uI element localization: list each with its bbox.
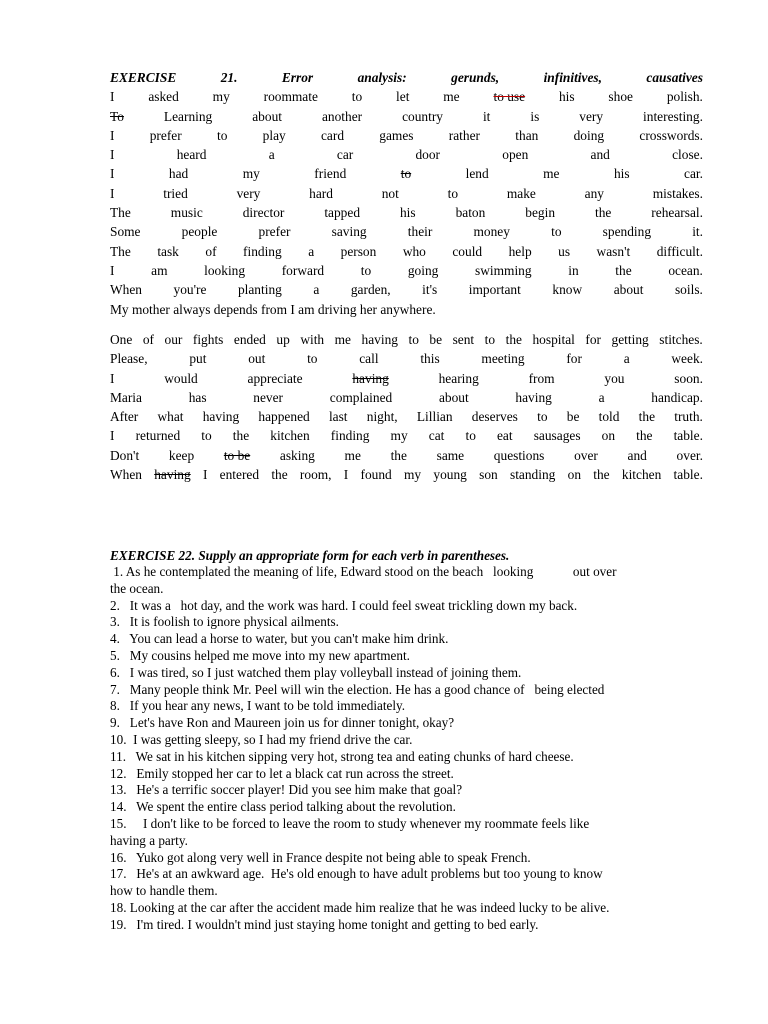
word: games [379, 127, 414, 143]
word: car. [684, 166, 703, 182]
word: to use [493, 89, 526, 105]
word: the [390, 447, 407, 463]
word: I [110, 89, 115, 105]
word: with [300, 332, 325, 347]
word: us [558, 243, 571, 259]
word: difficult. [656, 243, 703, 259]
word: my [390, 428, 408, 444]
word: of [205, 243, 217, 259]
word: Learning [163, 108, 213, 124]
word: I [110, 127, 115, 143]
word: truth. [674, 409, 703, 425]
word: call [359, 351, 379, 367]
word: friend [314, 166, 347, 182]
word: up [276, 332, 290, 347]
word: I [343, 467, 349, 483]
word: ended [233, 332, 266, 347]
word: Please, [110, 351, 148, 367]
word: the [271, 467, 288, 483]
exercise-item [110, 732, 710, 749]
exercise-item [110, 799, 710, 816]
word: I [110, 166, 115, 182]
word: it [482, 108, 491, 124]
word: to [465, 428, 476, 444]
exercise-21-part-2 [110, 330, 703, 484]
word: is [530, 108, 540, 124]
word: having [202, 409, 240, 425]
word: it. [692, 224, 703, 240]
word: prefer [149, 127, 182, 143]
word: what [157, 409, 184, 425]
word: finding [243, 243, 282, 259]
word: to [484, 332, 496, 347]
word: saving [331, 224, 367, 240]
exercise-item [110, 917, 710, 934]
word: Some [110, 224, 141, 240]
word: car [336, 147, 354, 163]
exercise-item [110, 782, 710, 799]
word: you [604, 370, 625, 386]
word: swimming [475, 262, 532, 278]
word: this [420, 351, 440, 367]
word: soon. [674, 370, 703, 386]
word: room, [299, 467, 332, 483]
word: questions [493, 447, 545, 463]
word: heard [176, 147, 207, 163]
item-line: 13. He's a terrific soccer player! Did you see him make that goal? [110, 782, 463, 798]
word: a [313, 282, 320, 298]
item-line: 10. I was getting sleepy, so I had my friend drive the car. [110, 731, 413, 747]
word: prefer [258, 224, 291, 240]
word: never [253, 389, 284, 405]
word: could [452, 243, 483, 259]
word: handicap. [651, 389, 703, 405]
word: over. [676, 447, 703, 463]
word: to [307, 351, 318, 367]
word: me [334, 332, 351, 347]
exercise-21-part-1 [110, 68, 703, 319]
word: planting [237, 282, 282, 298]
sentence-line [110, 87, 703, 106]
word: I [202, 467, 208, 483]
word: standing [509, 467, 556, 483]
word: fights [192, 332, 224, 347]
word: told [598, 409, 620, 425]
word: forward [281, 262, 325, 278]
word: am [151, 262, 168, 278]
word: The [110, 243, 131, 259]
word: hearing [438, 370, 479, 386]
word: important [468, 282, 521, 298]
word: money [473, 224, 510, 240]
word: person [340, 243, 377, 259]
word: finding [330, 428, 370, 444]
exercise-item [110, 614, 710, 631]
item-line: 17. He's at an awkward age. He's old enough to have adult problems but too young to know [110, 866, 603, 882]
word: my [404, 467, 422, 483]
word: entered [219, 467, 260, 483]
word: roommate [263, 89, 318, 105]
sentence-line [110, 203, 703, 222]
word: To [110, 108, 124, 124]
word: Lillian [416, 409, 453, 425]
word: cat [428, 428, 445, 444]
word: shoe [608, 89, 633, 105]
exercise-item [110, 816, 710, 850]
word: young [433, 467, 467, 483]
word: Error [281, 70, 314, 85]
word: a [623, 351, 630, 367]
exercise-item [110, 682, 710, 699]
word: to [360, 262, 372, 278]
word: me [443, 89, 460, 105]
word: meeting [481, 351, 525, 367]
exercise-item [110, 698, 710, 715]
word: the [638, 409, 656, 425]
exercise-item [110, 715, 710, 732]
word: director [242, 205, 285, 221]
item-line: 9. Let's have Ron and Maureen join us for dinner tonight, okay? [110, 715, 455, 731]
sentence-line [110, 388, 703, 407]
item-line: 16. Yuko got along very well in France despite not being able to speak French. [110, 849, 531, 865]
word: be [566, 409, 580, 425]
exercise-22-heading: EXERCISE 22. Supply an appropriate form for each verb in parentheses. [110, 548, 510, 563]
word: keep [168, 447, 195, 463]
sentence-line [110, 261, 703, 280]
word: who [402, 243, 426, 259]
word: last [328, 409, 348, 425]
word: complained [329, 389, 393, 405]
word: asked [148, 89, 179, 105]
word: about [438, 389, 469, 405]
exercise-item [110, 648, 710, 665]
word: put [189, 351, 207, 367]
word: card [320, 127, 345, 143]
word: sausages [533, 428, 581, 444]
word: begin [525, 205, 556, 221]
exercise-item [110, 665, 710, 682]
word: hospital [532, 332, 575, 347]
word: and [627, 447, 647, 463]
word: getting [611, 332, 649, 347]
word: analysis: [357, 70, 407, 85]
word: to [400, 166, 412, 182]
word: infinitives, [543, 70, 602, 85]
sentence-line [110, 330, 703, 349]
word: The [110, 205, 131, 221]
word: close. [672, 147, 703, 163]
word: week. [671, 351, 703, 367]
word: the [232, 428, 250, 444]
word: One [110, 332, 133, 347]
word: I [110, 147, 115, 163]
word: to [408, 332, 419, 347]
word: stitches. [659, 332, 703, 347]
word: to [216, 127, 228, 143]
word: my [212, 89, 230, 105]
word: night, [366, 409, 398, 425]
sentence-line [110, 126, 703, 145]
word: 21. [220, 70, 238, 85]
item-line: having a party. [110, 832, 188, 848]
word: gerunds, [451, 70, 500, 85]
word: lend [465, 166, 489, 182]
word: having [154, 467, 191, 483]
word: table. [673, 428, 703, 444]
exercise-item [110, 866, 710, 900]
sentence-line [110, 222, 703, 241]
word: having [361, 332, 398, 347]
sentence-line [110, 184, 703, 203]
word: soils. [674, 282, 703, 298]
sentence-line: My mother always depends from I am driving her anywhere. [110, 301, 436, 317]
word: very [579, 108, 604, 124]
word: After [110, 409, 139, 425]
exercise-item [110, 598, 710, 615]
word: son [479, 467, 498, 483]
word: out [248, 351, 266, 367]
item-line: 18. Looking at the car after the accident made him realize that he was indeed lucky to be alive. [110, 899, 610, 915]
exercise-item [110, 749, 710, 766]
word: wasn't [596, 243, 631, 259]
sentence-line [110, 242, 703, 261]
word: you're [173, 282, 207, 298]
word: know [552, 282, 583, 298]
word: be [429, 332, 443, 347]
item-line: 19. I'm tired. I wouldn't mind just staying home tonight and getting to bed early. [110, 916, 539, 932]
word: asking [279, 447, 315, 463]
word: doing [573, 127, 605, 143]
word: to be [223, 447, 251, 463]
word: crosswords. [639, 127, 703, 143]
word: to [447, 185, 459, 201]
word: the [594, 205, 612, 221]
word: would [164, 370, 198, 386]
word: polish. [666, 89, 703, 105]
word: people [181, 224, 218, 240]
sentence-line [110, 145, 703, 164]
item-line: 11. We sat in his kitchen sipping very hot, strong tea and eating chunks of hard cheese. [110, 748, 574, 764]
word: on [601, 428, 616, 444]
item-line: 15. I don't like to be forced to leave the room to study whenever my roommate feels like [110, 815, 590, 831]
word: I [110, 262, 115, 278]
word: the [636, 428, 653, 444]
word: very [236, 185, 261, 201]
word: ocean. [668, 262, 703, 278]
item-line: 3. It is foolish to ignore physical ailments. [110, 614, 339, 630]
word: eat [496, 428, 513, 444]
word: any [584, 185, 604, 201]
word: looking [204, 262, 246, 278]
word: not [381, 185, 399, 201]
word: on [567, 467, 582, 483]
word: returned [135, 428, 181, 444]
word: I [110, 185, 115, 201]
word: going [407, 262, 439, 278]
word: his [558, 89, 575, 105]
word: appreciate [247, 370, 303, 386]
word: about [613, 282, 644, 298]
word: found [360, 467, 392, 483]
exercise-item [110, 631, 710, 648]
word: has [188, 389, 207, 405]
word: Maria [110, 389, 142, 405]
word: it's [422, 282, 438, 298]
exercise-21-heading [110, 68, 703, 87]
word: I [110, 428, 115, 444]
word: had [168, 166, 189, 182]
word: kitchen [270, 428, 310, 444]
exercise-item [110, 850, 710, 867]
word: play [262, 127, 286, 143]
word: the [615, 262, 632, 278]
word: and [590, 147, 610, 163]
exercise-item [110, 766, 710, 783]
word: country [402, 108, 443, 124]
word: having [515, 389, 552, 405]
word: Don't [110, 447, 140, 463]
item-line: 5. My cousins helped me move into my new apartment. [110, 647, 410, 663]
sentence-line [110, 426, 703, 445]
word: to [537, 409, 548, 425]
item-line: the ocean. [110, 580, 164, 596]
item-line: 1. As he contemplated the meaning of life, Edward stood on the beach looking out over [110, 564, 617, 579]
word: happened [258, 409, 310, 425]
word: the [505, 332, 522, 347]
item-line: 8. If you hear any news, I want to be told immediately. [110, 698, 406, 714]
word: I [110, 370, 115, 386]
word: task [157, 243, 179, 259]
sentence-line [110, 407, 703, 426]
word: his [399, 205, 416, 221]
word: a [268, 147, 275, 163]
word: mistakes. [652, 185, 703, 201]
word: for [585, 332, 602, 347]
word: kitchen [621, 467, 662, 483]
word: for [566, 351, 582, 367]
exercise-item [110, 564, 710, 598]
word: make [506, 185, 536, 201]
exercise-item [110, 900, 710, 917]
sentence-line [110, 369, 703, 388]
word: tried [163, 185, 188, 201]
sentence-line [110, 465, 703, 484]
item-line: 4. You can lead a horse to water, but you can't make him drink. [110, 631, 449, 647]
sentence-line [110, 446, 703, 465]
word: to [551, 224, 562, 240]
exercise-22-items [110, 564, 710, 934]
item-line: 6. I was tired, so I just watched them play volleyball instead of joining them. [110, 664, 522, 680]
word: our [164, 332, 183, 347]
word: table. [673, 467, 703, 483]
item-line: 12. Emily stopped her car to let a black cat run across the street. [110, 765, 454, 781]
word: rather [448, 127, 481, 143]
word: in [568, 262, 579, 278]
sentence-line [110, 280, 703, 299]
word: sent [452, 332, 475, 347]
word: the [593, 467, 610, 483]
word: my [242, 166, 260, 182]
word: help [508, 243, 532, 259]
word: let [396, 89, 410, 105]
word: to [351, 89, 363, 105]
word: EXERCISE [110, 70, 177, 85]
word: tapped [324, 205, 361, 221]
word: a [308, 243, 315, 259]
word: having [352, 370, 389, 386]
item-line: 7. Many people think Mr. Peel will win the election. He has a good chance of being elected [110, 681, 605, 697]
sentence-line [110, 349, 703, 368]
word: open [502, 147, 529, 163]
word: his [613, 166, 630, 182]
word: than [515, 127, 539, 143]
word: their [407, 224, 433, 240]
word: about [252, 108, 282, 124]
item-line: how to handle them. [110, 883, 218, 899]
word: hard [309, 185, 333, 201]
word: rehearsal. [651, 205, 703, 221]
word: me [344, 447, 361, 463]
word: over [574, 447, 598, 463]
word: deserves [471, 409, 518, 425]
word: garden, [350, 282, 391, 298]
word: interesting. [643, 108, 703, 124]
item-line: 14. We spent the entire class period talking about the revolution. [110, 799, 456, 815]
word: music [170, 205, 203, 221]
word: spending [602, 224, 652, 240]
word: of [142, 332, 154, 347]
sentence-line [110, 107, 703, 126]
word: baton [455, 205, 486, 221]
word: me [543, 166, 560, 182]
exercise-22 [110, 547, 710, 934]
item-line: 2. It was a hot day, and the work was hard. I could feel sweat trickling down my back. [110, 597, 578, 613]
word: a [598, 389, 605, 405]
word: When [110, 467, 142, 483]
word: to [201, 428, 212, 444]
word: from [528, 370, 555, 386]
word: another [321, 108, 363, 124]
word: causatives [646, 70, 703, 85]
word: door [415, 147, 441, 163]
word: same [436, 447, 465, 463]
word: When [110, 282, 142, 298]
sentence-line [110, 164, 703, 183]
